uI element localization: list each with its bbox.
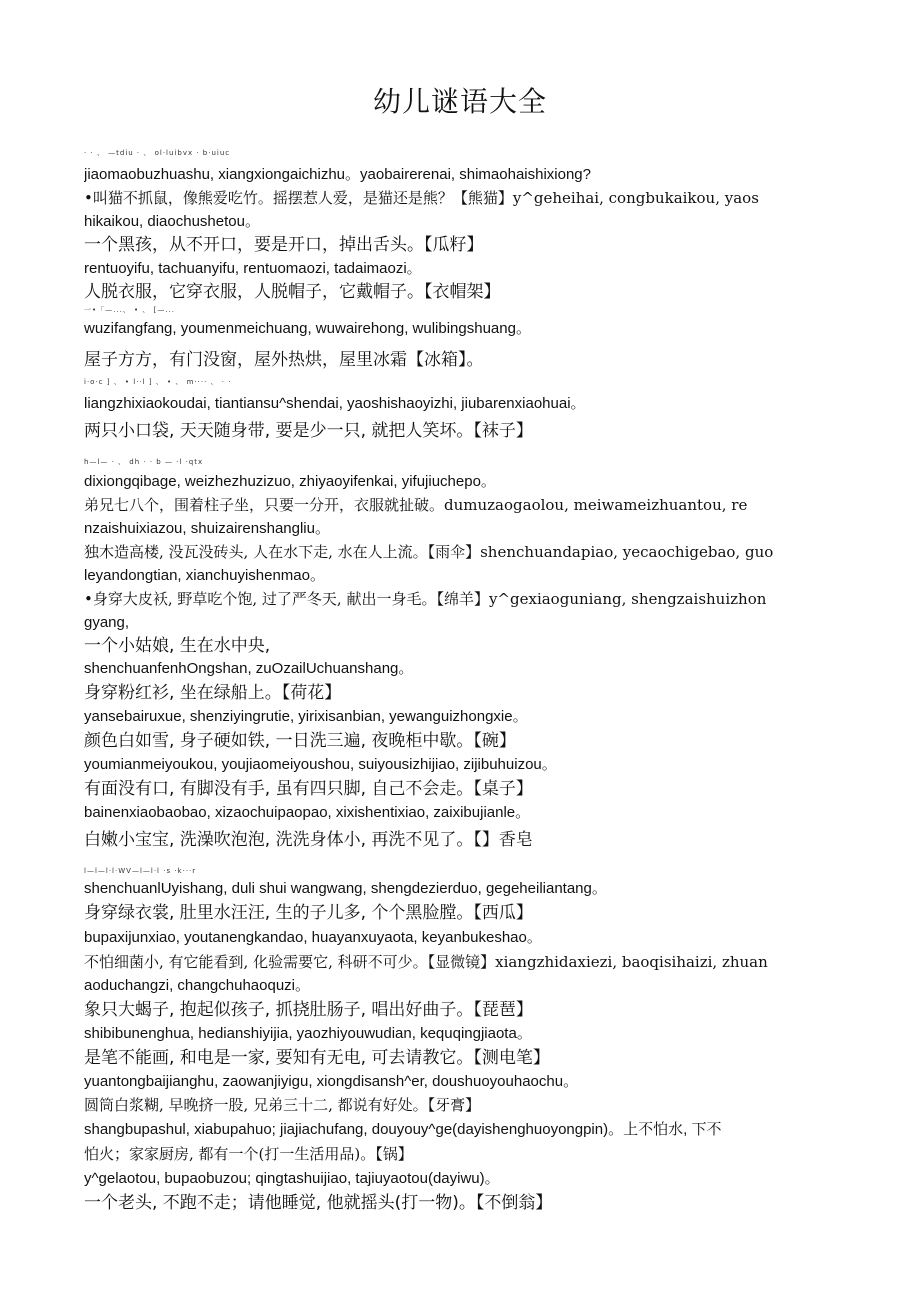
riddle-line: 屋子方方，有门没窗，屋外热烘，屋里冰霜【冰箱】。 (84, 350, 484, 370)
pinyin-line: y^gelaotou, bupaobuzou; qingtashuijiao, tajiuyaotou(dayiwu)。 (84, 1170, 500, 1187)
noise-line: h—l— · 、 dh · · b — ·l ·qtx (84, 458, 204, 466)
pinyin-line: dixiongqibage, weizhezhuzizuo, zhiyaoyifenkai, yifujiuchepo。 (84, 473, 496, 490)
pinyin-line: shenchuanlUyishang, duli shui wangwang, shengdezierduo, gegeheiliantang。 (84, 880, 607, 897)
riddle-line: 圆筒白浆糊, 早晚挤一股, 兄弟三十二, 都说有好处。【牙膏】 (84, 1096, 481, 1114)
riddle-line: 颜色白如雪, 身子硬如铁, 一日洗三遍, 夜晚柜中歇。【碗】 (84, 731, 516, 751)
pinyin-line: leyandongtian, xianchuyishenmao。 (84, 567, 325, 584)
pinyin-line: yuantongbaijianghu, zaowanjiyigu, xiongdisansh^er, doushuoyouhaochu。 (84, 1073, 579, 1090)
pinyin-line: wuzifangfang, youmenmeichuang, wuwairehong, wulibingshuang。 (84, 320, 531, 337)
pinyin-line: jiaomaobuzhuashu, xiangxiongaichizhu。yaobairerenai, shimaohaishixiong? (84, 166, 591, 183)
riddle-line: 有面没有口, 有脚没有手, 虽有四只脚, 自己不会走。【桌子】 (84, 779, 533, 799)
riddle-line: 人脱衣服，它穿衣服，人脱帽子，它戴帽子。【衣帽架】 (84, 282, 501, 302)
pinyin-line: aoduchangzi, changchuhaoquzi。 (84, 977, 311, 994)
riddle-line: 白嫩小宝宝, 洗澡吹泡泡, 洗洗身体小, 再洗不见了。【】香皂 (84, 830, 533, 850)
pinyin-line: hikaikou, diaochushetou。 (84, 213, 260, 230)
noise-line: · · 、 —tdiu · 、 ol·luibvx · b·uiuc (84, 149, 231, 157)
riddle-line: 身穿粉红衫, 坐在绿船上。【荷花】 (84, 683, 342, 703)
riddle-line: 一个黑孩，从不开口，要是开口，掉出舌头。【瓜籽】 (84, 235, 484, 255)
riddle-line: •身穿大皮袄, 野草吃个饱, 过了严冬天, 献出一身毛。【绵羊】y^gexiaoguniang, shengzaishuizhon (84, 590, 767, 608)
pinyin-line: gyang, (84, 614, 130, 631)
noise-line: l—l—l·l·WV—l—l·l ·s ·k···r (84, 867, 197, 875)
riddle-line: 不怕细菌小, 有它能看到, 化验需要它, 科研不可少。【显微镜】xiangzhidaxiezi, baoqisihaizi, zhuan (84, 953, 768, 971)
riddle-line: 象只大蝎子, 抱起似孩子, 抓挠肚肠子, 唱出好曲子。【琵琶】 (84, 1000, 533, 1020)
noise-line: 一•「—...、 • 、 [—... (84, 306, 176, 314)
riddle-line: 怕火；家家厨房, 都有一个(打一生活用品)。【锅】 (84, 1145, 413, 1163)
pinyin-line: shibibunenghua, hedianshiyijia, yaozhiyouwudian, kequqingjiaota。 (84, 1025, 532, 1042)
riddle-line: 身穿绿衣裳, 肚里水汪汪, 生的子儿多, 个个黑脸膛。【西瓜】 (84, 903, 533, 923)
pinyin-line: shenchuanfenhOngshan, zuOzailUchuanshang。 (84, 660, 414, 677)
riddle-line: 是笔不能画, 和电是一家, 要知有无电, 可去请教它。【测电笔】 (84, 1048, 550, 1068)
pinyin-line: liangzhixiaokoudai, tiantiansu^shendai, yaoshishaoyizhi, jiubarenxiaohuai。 (84, 395, 586, 412)
pinyin-line: nzaishuixiazou, shuizairenshangliu。 (84, 520, 330, 537)
noise-line: i·o·c ] 、 • l··l ] 、 • 、 m···· 、 · · (84, 378, 232, 386)
riddle-line: 弟兄七八个，围着柱子坐，只要一分开，衣服就扯破。dumuzaogaolou, meiwameizhuantou, re (84, 496, 748, 514)
riddle-line: •叫猫不抓鼠，像熊爱吃竹。摇摆惹人爱，是猫还是熊？【熊猫】y^geheihai, congbukaikou, yaos (84, 189, 759, 207)
pinyin-line: bupaxijunxiao, youtanengkandao, huayanxuyaota, keyanbukeshao。 (84, 929, 542, 946)
riddle-line: 一个小姑娘, 生在水中央, (84, 636, 271, 656)
pinyin-line: bainenxiaobaobao, xizaochuipaopao, xixishentixiao, zaixibujianle。 (84, 804, 531, 821)
pinyin-line: shangbupashul, xiabupahuo; jiajiachufang, douyouy^ge(dayishenghuoyongpin)。上不怕水, 下不 (84, 1121, 722, 1138)
riddle-line: 两只小口袋, 天天随身带, 要是少一只, 就把人笑坏。【袜子】 (84, 421, 533, 441)
pinyin-line: rentuoyifu, tachuanyifu, rentuomaozi, tadaimaozi。 (84, 260, 422, 277)
document-title: 幼儿谜语大全 (372, 85, 547, 118)
riddle-line: 独木造高楼, 没瓦没砖头, 人在水下走, 水在人上流。【雨伞】shenchuandapiao, yecaochigebao, guo (84, 543, 774, 561)
pinyin-line: yansebairuxue, shenziyingrutie, yirixisanbian, yewanguizhongxie。 (84, 708, 528, 725)
pinyin-line: youmianmeiyoukou, youjiaomeiyoushou, suiyousizhijiao, zijibuhuizou。 (84, 756, 557, 773)
riddle-line: 一个老头, 不跑不走；请他睡觉, 他就摇头(打一物)。【不倒翁】 (84, 1193, 553, 1213)
